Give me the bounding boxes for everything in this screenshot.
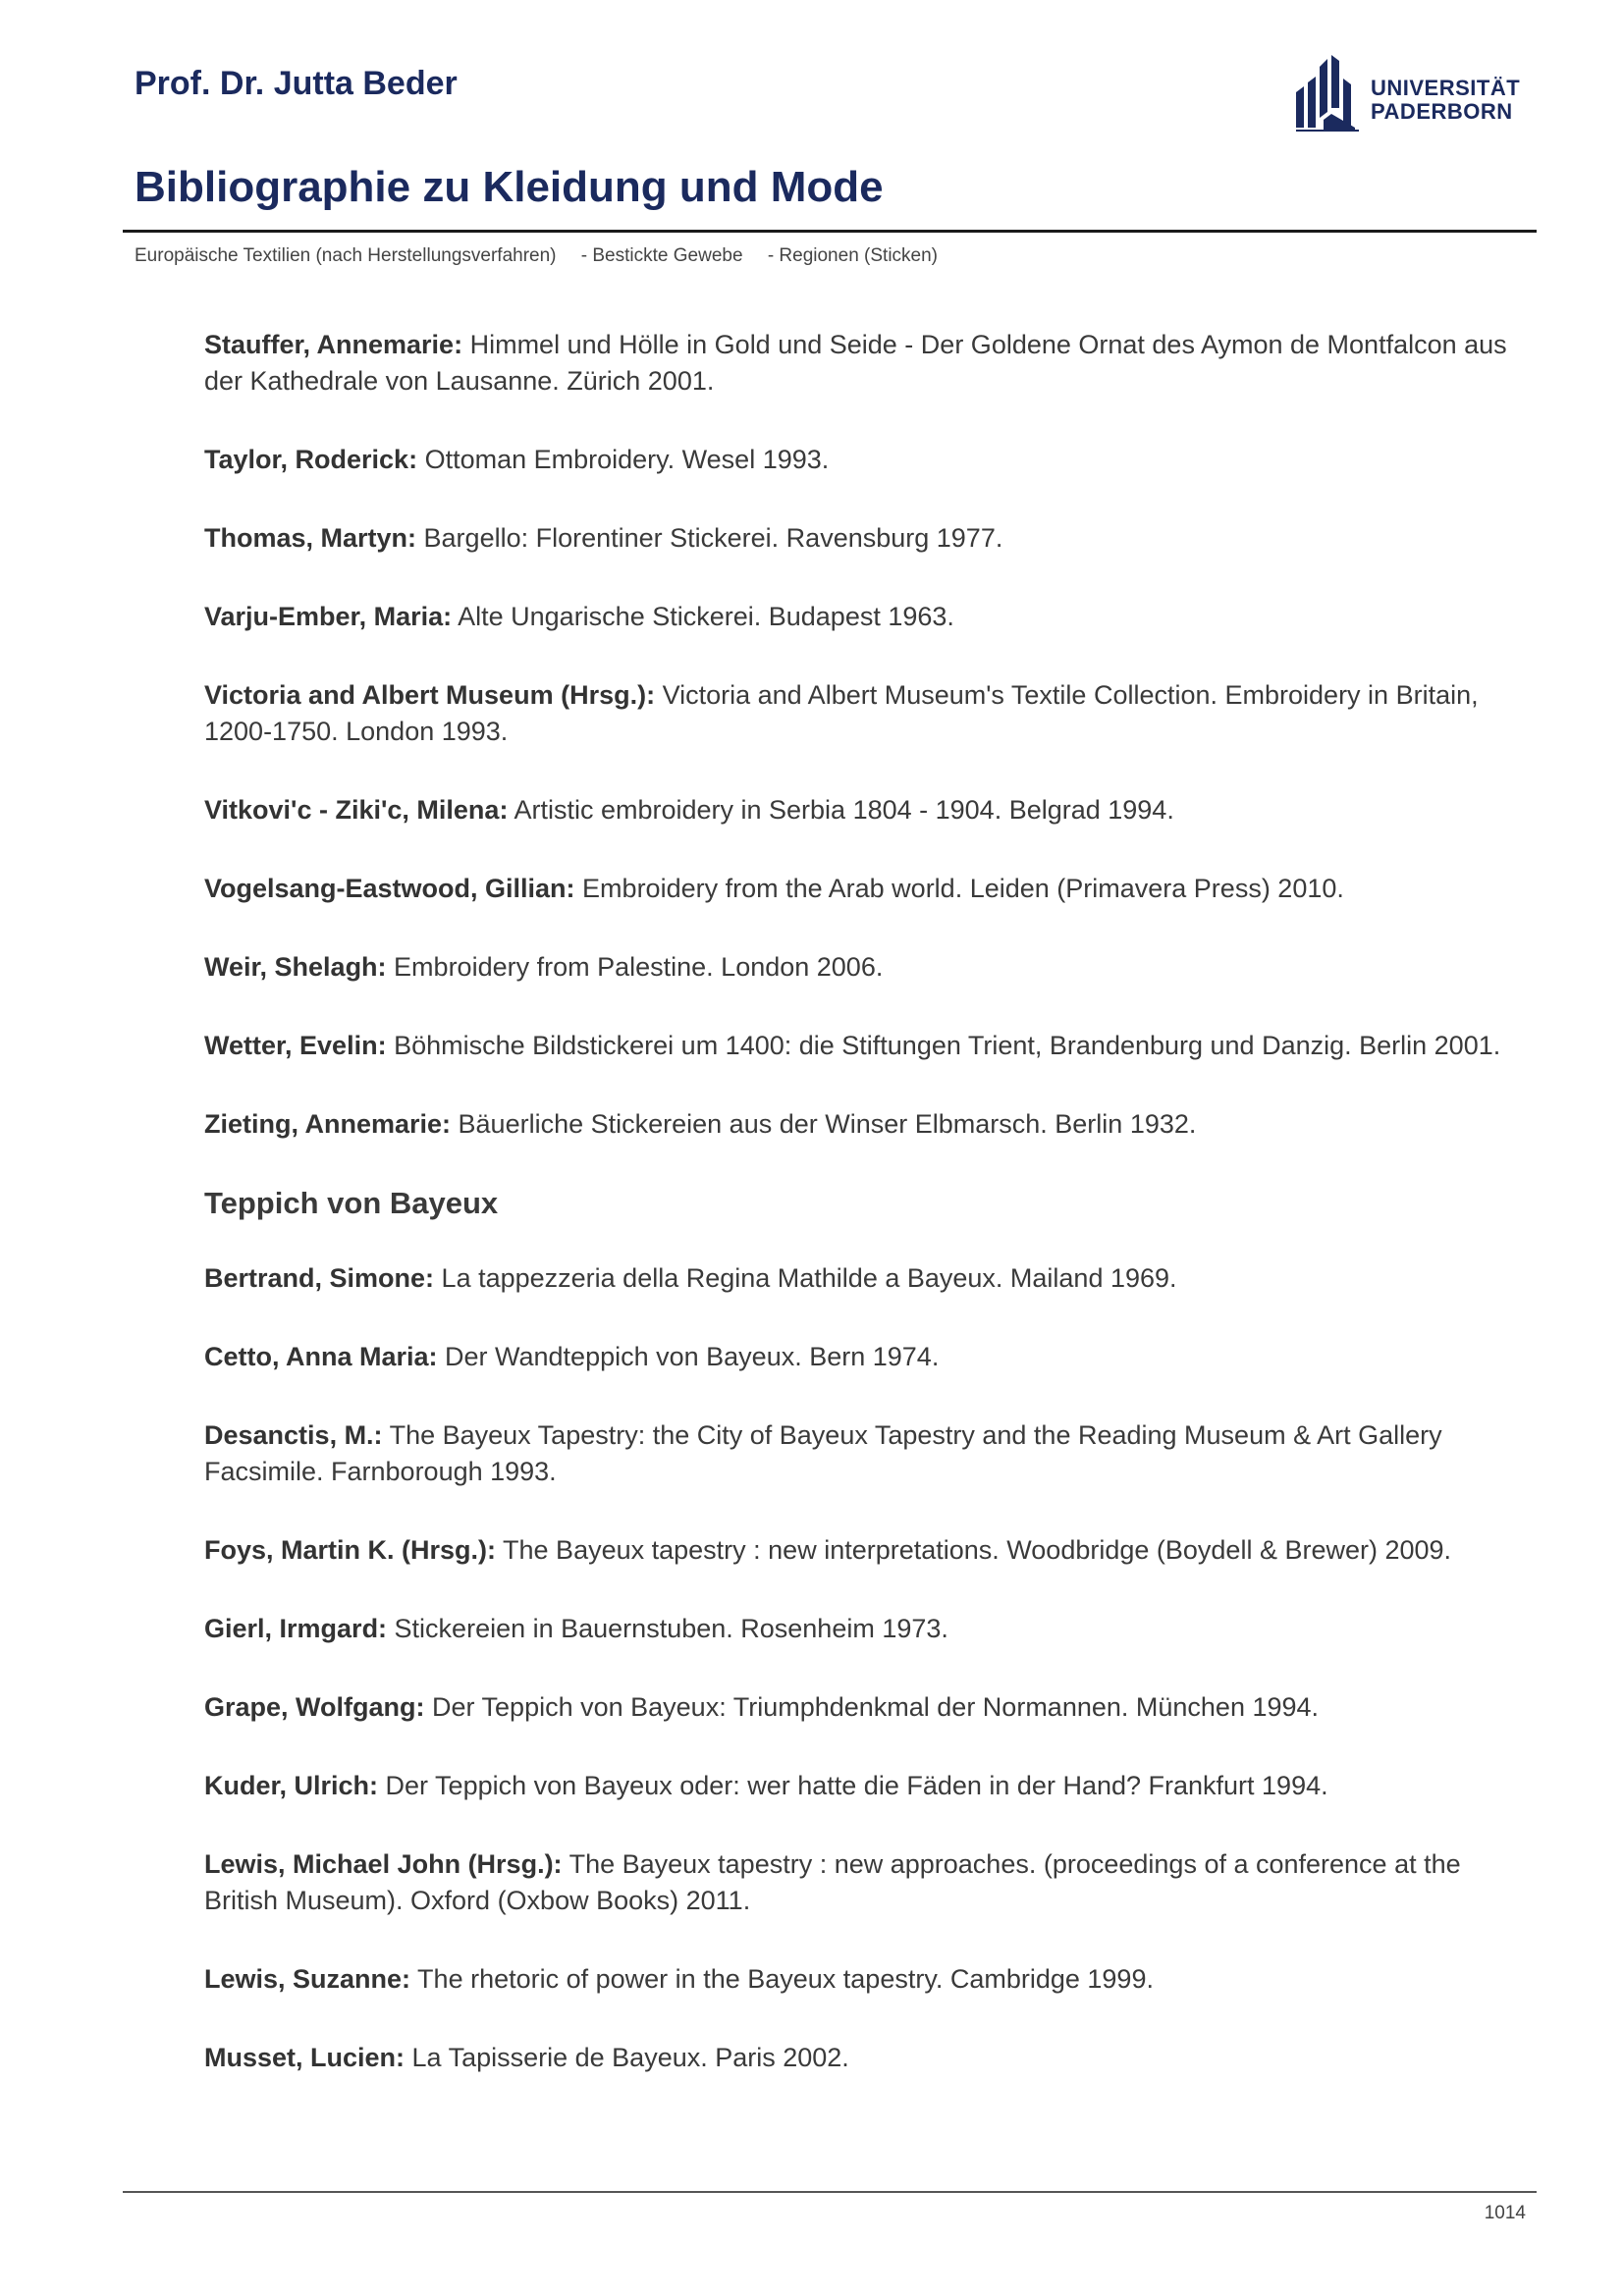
bibliography-entry xyxy=(204,792,1535,828)
bibliography-entry xyxy=(204,1339,1535,1375)
university-logo-icon xyxy=(1294,53,1365,132)
entry-author: Varju-Ember, Maria: xyxy=(204,602,453,631)
bibliography-entry xyxy=(204,1689,1535,1726)
entry-author: Gierl, Irmgard: xyxy=(204,1614,388,1643)
entry-author: Stauffer, Annemarie: xyxy=(204,330,463,359)
entry-author: Lewis, Suzanne: xyxy=(204,1964,411,1994)
entry-author: Cetto, Anna Maria: xyxy=(204,1342,438,1371)
bibliography-entry xyxy=(204,442,1535,478)
bibliography-list xyxy=(204,327,1535,2118)
bibliography-entry xyxy=(204,1106,1535,1143)
bibliography-entry xyxy=(204,2040,1535,2076)
entry-author: Bertrand, Simone: xyxy=(204,1263,435,1293)
bibliography-entry xyxy=(204,871,1535,907)
entry-text: Embroidery from Palestine. London 2006. xyxy=(386,952,884,982)
footer-divider xyxy=(123,2191,1537,2193)
entry-text: The Bayeux Tapestry: the City of Bayeux Tapestry and the Reading Museum & Art Gallery Facsimile. Farnborough 1993. xyxy=(204,1420,1442,1486)
bibliography-entry xyxy=(204,1768,1535,1804)
bibliography-entry xyxy=(204,1846,1535,1919)
entry-author: Desanctis, M.: xyxy=(204,1420,383,1450)
entry-text: Der Teppich von Bayeux: Triumphdenkmal der Normannen. München 1994. xyxy=(424,1692,1320,1722)
page-number: 1014 xyxy=(1484,2203,1526,2223)
entry-text: The Bayeux tapestry : new interpretations. Woodbridge (Boydell & Brewer) 2009. xyxy=(496,1535,1452,1565)
entry-author: Kuder, Ulrich: xyxy=(204,1771,379,1800)
entry-author: Vogelsang-Eastwood, Gillian: xyxy=(204,874,575,903)
entry-text: Himmel und Hölle in Gold und Seide - Der Goldene Ornat des Aymon de Montfalcon aus der Kathedrale von Lausanne. Zürich 2001. xyxy=(204,330,1507,396)
logo-line-2: PADERBORN xyxy=(1371,99,1513,124)
entry-author: Taylor, Roderick: xyxy=(204,445,418,474)
entry-text: Der Teppich von Bayeux oder: wer hatte die Fäden in der Hand? Frankfurt 1994. xyxy=(378,1771,1328,1800)
entry-author: Weir, Shelagh: xyxy=(204,952,387,982)
entry-text: Victoria and Albert Museum's Textile Collection. Embroidery in Britain, 1200-1750. London 1993. xyxy=(204,680,1479,746)
bibliography-entry xyxy=(204,1532,1535,1569)
entry-text: The Bayeux tapestry : new approaches. (proceedings of a conference at the British Museum). Oxford (Oxbow Books) 2011. xyxy=(204,1849,1461,1915)
breadcrumb-item: Europäische Textilien (nach Herstellungsverfahren) xyxy=(135,245,557,266)
entry-author: Grape, Wolfgang: xyxy=(204,1692,425,1722)
entry-text: La tappezzeria della Regina Mathilde a Bayeux. Mailand 1969. xyxy=(434,1263,1177,1293)
entry-text: Stickereien in Bauernstuben. Rosenheim 1973. xyxy=(387,1614,948,1643)
entry-text: Bargello: Florentiner Stickerei. Ravensburg 1977. xyxy=(416,523,1003,553)
entry-author: Vitkovi'c - Ziki'c, Milena: xyxy=(204,795,509,825)
bibliography-entry xyxy=(204,1961,1535,1998)
bibliography-entry xyxy=(204,520,1535,557)
entry-author: Wetter, Evelin: xyxy=(204,1031,387,1060)
bibliography-entry xyxy=(204,1417,1535,1490)
bibliography-entry xyxy=(204,677,1535,750)
entry-text: Alte Ungarische Stickerei. Budapest 1963. xyxy=(452,602,954,631)
breadcrumb-item: - Regionen (Sticken) xyxy=(767,245,939,266)
university-logo-text xyxy=(1371,77,1520,124)
bibliography-entry xyxy=(204,949,1535,986)
entry-text: Artistic embroidery in Serbia 1804 - 1904. Belgrad 1994. xyxy=(508,795,1174,825)
bibliography-entry xyxy=(204,1260,1535,1297)
bibliography-entry xyxy=(204,327,1535,400)
entry-text: La Tapisserie de Bayeux. Paris 2002. xyxy=(405,2043,849,2072)
entry-text: Ottoman Embroidery. Wesel 1993. xyxy=(417,445,830,474)
entry-author: Zieting, Annemarie: xyxy=(204,1109,452,1139)
entry-author: Foys, Martin K. (Hrsg.): xyxy=(204,1535,497,1565)
entry-text: Der Wandteppich von Bayeux. Bern 1974. xyxy=(437,1342,940,1371)
section-heading: Teppich von Bayeux xyxy=(204,1186,499,1220)
breadcrumb xyxy=(135,245,957,267)
logo-line-1: UNIVERSITÄT xyxy=(1371,76,1521,100)
entry-author: Lewis, Michael John (Hrsg.): xyxy=(204,1849,563,1879)
bibliography-entry xyxy=(204,599,1535,635)
entry-author: Musset, Lucien: xyxy=(204,2043,406,2072)
entry-text: Böhmische Bildstickerei um 1400: die Stiftungen Trient, Brandenburg und Danzig. Berlin 2001. xyxy=(386,1031,1501,1060)
bibliography-entry xyxy=(204,1611,1535,1647)
entry-author: Victoria and Albert Museum (Hrsg.): xyxy=(204,680,656,710)
page-title: Bibliographie zu Kleidung und Mode xyxy=(135,163,884,211)
author-name: Prof. Dr. Jutta Beder xyxy=(135,65,458,102)
university-logo xyxy=(1294,51,1530,133)
entry-text: The rhetoric of power in the Bayeux tapestry. Cambridge 1999. xyxy=(410,1964,1154,1994)
entry-text: Embroidery from the Arab world. Leiden (Primavera Press) 2010. xyxy=(574,874,1344,903)
bibliography-entry xyxy=(204,1028,1535,1064)
breadcrumb-item: - Bestickte Gewebe xyxy=(580,245,743,266)
entry-text: Bäuerliche Stickereien aus der Winser Elbmarsch. Berlin 1932. xyxy=(451,1109,1197,1139)
title-divider xyxy=(123,230,1537,233)
entry-author: Thomas, Martyn: xyxy=(204,523,417,553)
